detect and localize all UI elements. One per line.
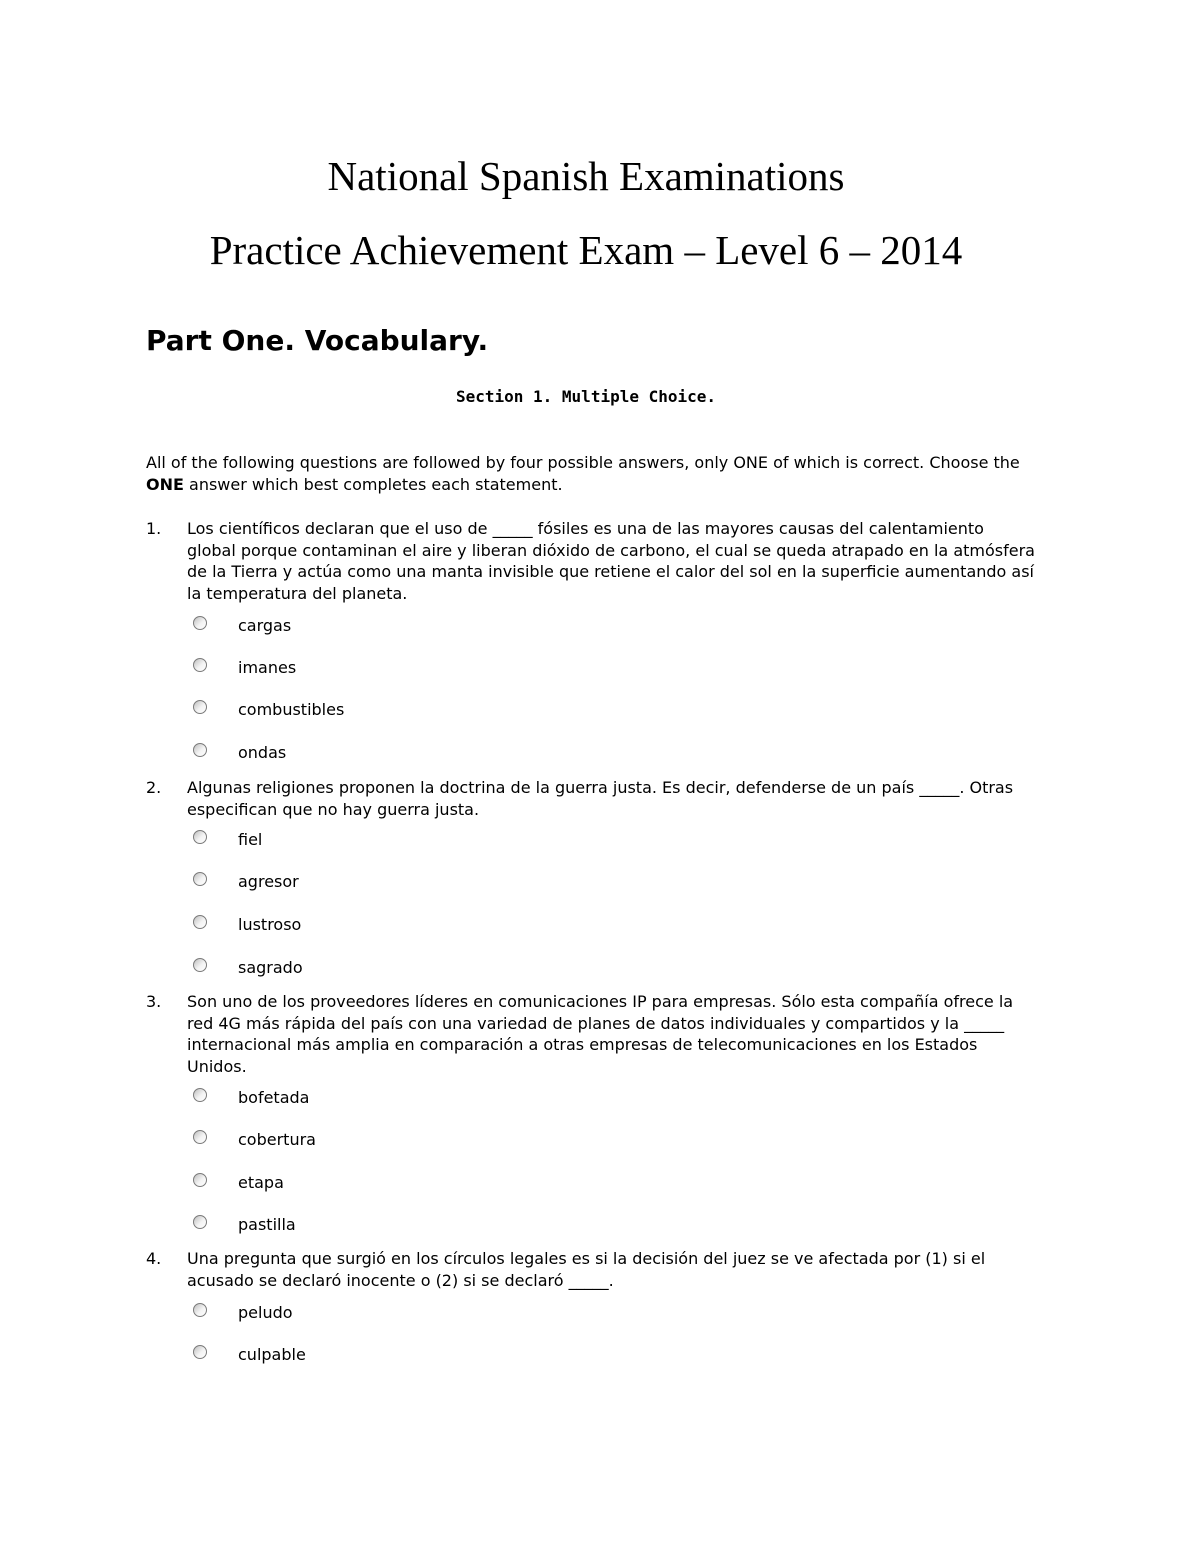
radio-button-icon[interactable]	[193, 958, 207, 972]
question-number: 3.	[146, 992, 162, 1011]
option-label: lustroso	[238, 915, 302, 935]
radio-button-icon[interactable]	[193, 1173, 207, 1187]
q4-option-2[interactable]	[193, 1344, 306, 1366]
option-label: sagrado	[238, 958, 303, 978]
q2-option-4[interactable]	[193, 957, 303, 979]
radio-button-icon[interactable]	[193, 1215, 207, 1229]
option-label: etapa	[238, 1173, 284, 1193]
option-label: pastilla	[238, 1215, 296, 1235]
q3-option-4[interactable]	[193, 1214, 296, 1236]
q1-option-1[interactable]	[193, 615, 291, 637]
radio-button-icon[interactable]	[193, 1303, 207, 1317]
q2-option-3[interactable]	[193, 914, 301, 936]
part-heading: Part One. Vocabulary.	[146, 324, 489, 357]
option-label: cobertura	[238, 1130, 316, 1150]
question-text: Son uno de los proveedores líderes en comunicaciones IP para empresas. Sólo esta compañía ofrece la red 4G más rápida del país con una variedad de planes de datos individuales y compartidos y la _____ internacional más amplia en comparación a otras empresas de telecomunicaciones en los Estados Unidos.	[187, 992, 1014, 1076]
option-label: cargas	[238, 616, 292, 636]
radio-button-icon[interactable]	[193, 1130, 207, 1144]
instructions	[146, 452, 1036, 495]
question-text: Algunas religiones proponen la doctrina de la guerra justa. Es decir, defenderse de un país _____. Otras especifican que no hay guerra justa.	[187, 778, 1014, 819]
option-label: imanes	[238, 658, 297, 678]
radio-button-icon[interactable]	[193, 616, 207, 630]
q2-option-2[interactable]	[193, 871, 299, 893]
exam-title: National Spanish Examinations	[327, 153, 845, 199]
option-label: fiel	[238, 830, 263, 850]
option-label: agresor	[238, 872, 299, 892]
question-text: Una pregunta que surgió en los círculos legales es si la decisión del juez se ve afectada por (1) si el acusado se declaró inocente o (2) si se declaró _____.	[187, 1249, 986, 1290]
radio-button-icon[interactable]	[193, 658, 207, 672]
option-label: combustibles	[238, 700, 345, 720]
option-label: culpable	[238, 1345, 306, 1365]
q1-option-2[interactable]	[193, 657, 296, 679]
option-label: ondas	[238, 743, 287, 763]
radio-button-icon[interactable]	[193, 872, 207, 886]
question-number: 4.	[146, 1249, 162, 1268]
radio-button-icon[interactable]	[193, 915, 207, 929]
instructions-text-before: All of the following questions are followed by four possible answers, only ONE of which is correct. Choose the	[146, 453, 1020, 472]
q3-option-3[interactable]	[193, 1172, 284, 1194]
radio-button-icon[interactable]	[193, 1345, 207, 1359]
q3-option-1[interactable]	[193, 1087, 309, 1109]
instructions-emphasis: ONE	[146, 474, 184, 494]
radio-button-icon[interactable]	[193, 700, 207, 714]
exam-subtitle: Practice Achievement Exam – Level 6 – 2014	[209, 227, 963, 273]
q3-option-2[interactable]	[193, 1129, 316, 1151]
q2-option-1[interactable]	[193, 829, 262, 851]
option-label: peludo	[238, 1303, 293, 1323]
radio-button-icon[interactable]	[193, 743, 207, 757]
q1-option-3[interactable]	[193, 699, 344, 721]
radio-button-icon[interactable]	[193, 1088, 207, 1102]
question-text: Los científicos declaran que el uso de _____ fósiles es una de las mayores causas del calentamiento global porque contaminan el aire y liberan dióxido de carbono, el cual se queda atrapado en la atmósfera de la Tierra y actúa como una manta invisible que retiene el calor del sol en la superficie aumentando así la temperatura del planeta.	[187, 519, 1035, 603]
q4-option-1[interactable]	[193, 1302, 293, 1324]
instructions-text-after: answer which best completes each statement.	[183, 474, 563, 494]
question-number: 1.	[146, 519, 162, 538]
option-label: bofetada	[238, 1088, 310, 1108]
radio-button-icon[interactable]	[193, 830, 207, 844]
section-heading: Section 1. Multiple Choice.	[455, 387, 717, 406]
question-number: 2.	[146, 778, 162, 797]
q1-option-4[interactable]	[193, 742, 286, 764]
